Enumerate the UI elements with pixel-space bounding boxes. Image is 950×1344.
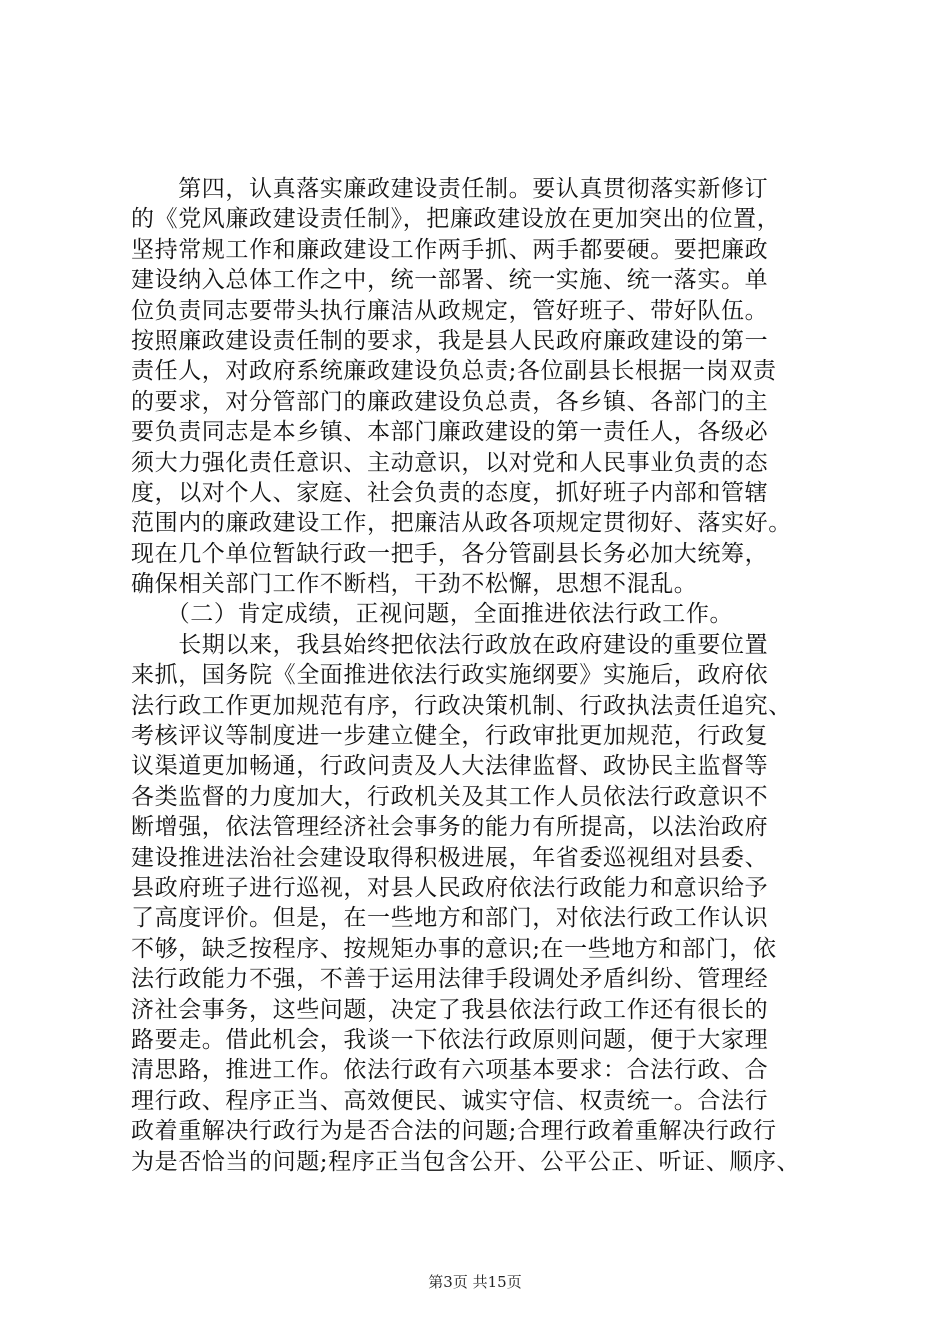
text-line: 济社会事务，这些问题，决定了我县依法行政工作还有很长的 — [131, 996, 769, 1023]
text-line: 考核评议等制度进一步建立健全，行政审批更加规范，行政复 — [131, 723, 769, 750]
text-line: 法行政能力不强，不善于运用法律手段调处矛盾纠纷、管理经 — [131, 966, 769, 993]
text-line: 建设纳入总体工作之中，统一部署、统一实施、统一落实。单 — [131, 267, 769, 294]
text-line: 的《党风廉政建设责任制》，把廉政建设放在更加突出的位置， — [131, 206, 781, 233]
text-line: 确保相关部门工作不断档，干劲不松懈，思想不混乱。 — [131, 571, 698, 598]
text-line: 法行政工作更加规范有序，行政决策机制、行政执法责任追究、 — [131, 692, 792, 719]
text-line: 度，以对个人、家庭、社会负责的态度，抓好班子内部和管辖 — [131, 479, 769, 506]
body-text — [131, 174, 821, 1177]
text-line: 范围内的廉政建设工作，把廉洁从政各项规定贯彻好、落实好。 — [131, 510, 792, 537]
text-line: 不够，缺乏按程序、按规矩办事的意识;在一些地方和部门，依 — [131, 935, 777, 962]
text-line: 议渠道更加畅通，行政问责及人大法律监督、政协民主监督等 — [131, 753, 769, 780]
text-line: 为是否恰当的问题;程序正当包含公开、公平公正、听证、顺序、 — [131, 1148, 801, 1175]
text-line: 断增强，依法管理经济社会事务的能力有所提高，以法治政府 — [131, 814, 769, 841]
text-line: 的要求，对分管部门的廉政建设负总责，各乡镇、各部门的主 — [131, 388, 769, 415]
text-line: 现在几个单位暂缺行政一把手，各分管副县长务必加大统筹， — [131, 540, 769, 567]
text-line: 位负责同志要带头执行廉洁从政规定，管好班子、带好队伍。 — [131, 297, 769, 324]
text-line: 责任人，对政府系统廉政建设负总责;各位副县长根据一岗双责 — [131, 358, 777, 385]
text-line: 按照廉政建设责任制的要求，我是县人民政府廉政建设的第一 — [131, 327, 769, 354]
page-number: 第3页 共15页 — [428, 1273, 522, 1291]
text-line: 政着重解决行政行为是否合法的问题;合理行政着重解决行政行 — [131, 1118, 777, 1145]
text-line: 路要走。借此机会，我谈一下依法行政原则问题，便于大家理 — [131, 1026, 769, 1053]
text-line: 来抓，国务院《全面推进依法行政实施纲要》实施后，政府依 — [131, 662, 769, 689]
text-line: 须大力强化责任意识、主动意识，以对党和人民事业负责的态 — [131, 449, 769, 476]
section-heading: （二）肯定成绩，正视问题，全面推进依法行政工作。 — [131, 601, 734, 628]
text-line: 要负责同志是本乡镇、本部门廉政建设的第一责任人，各级必 — [131, 419, 769, 446]
text-line: 县政府班子进行巡视，对县人民政府依法行政能力和意识给予 — [131, 874, 769, 901]
text-line: 各类监督的力度加大，行政机关及其工作人员依法行政意识不 — [131, 783, 769, 810]
text-line: 长期以来，我县始终把依法行政放在政府建设的重要位置 — [131, 631, 769, 658]
text-line: 清思路，推进工作。依法行政有六项基本要求：合法行政、合 — [131, 1057, 769, 1084]
text-line: 建设推进法治社会建设取得积极进展，年省委巡视组对县委、 — [131, 844, 769, 871]
text-line: 了高度评价。但是，在一些地方和部门，对依法行政工作认识 — [131, 905, 769, 932]
text-line: 第四，认真落实廉政建设责任制。要认真贯彻落实新修订 — [131, 176, 769, 202]
text-line: 坚持常规工作和廉政建设工作两手抓、两手都要硬。要把廉政 — [131, 236, 769, 263]
text-line: 理行政、程序正当、高效便民、诚实守信、权责统一。合法行 — [131, 1087, 769, 1114]
page-footer — [0, 1271, 950, 1292]
